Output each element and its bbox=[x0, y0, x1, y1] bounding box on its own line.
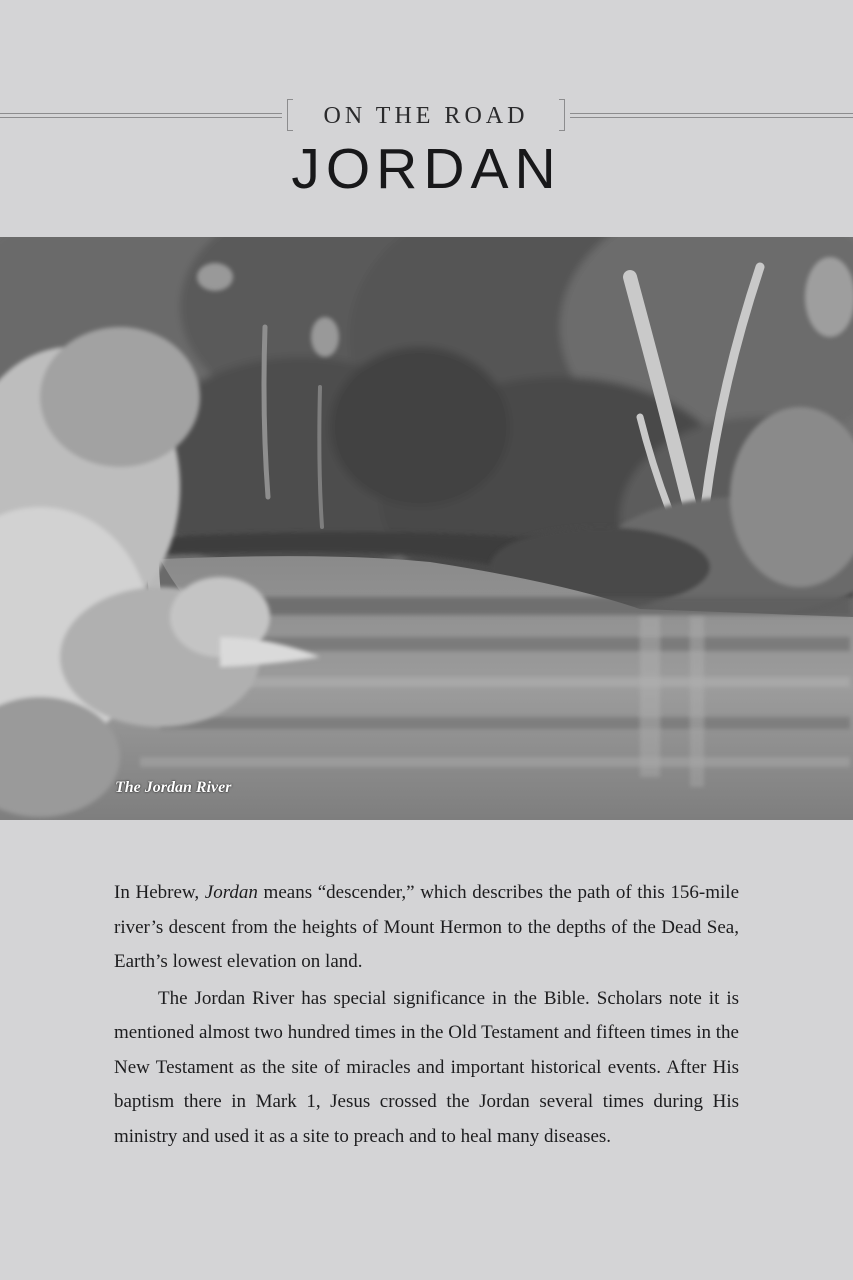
article-body bbox=[114, 876, 739, 1156]
paragraph-1-italic-term: Jordan bbox=[204, 882, 258, 903]
jordan-river-photo bbox=[0, 237, 853, 820]
header-rule-right bbox=[570, 113, 853, 118]
header-rule-left bbox=[0, 113, 282, 118]
paragraph-2: The Jordan River has special significance in the Bible. Scholars note it is mentioned almost two hundred times in the Old Testament and fifteen times in the New Testament as the site of miracles and important historical events. After His baptism there in Mark 1, Jesus crossed the Jordan several times during His ministry and used it as a site to preach and to heal many diseases. bbox=[114, 987, 739, 1147]
paragraph-1-start: In Hebrew, bbox=[114, 882, 205, 903]
page-header bbox=[0, 0, 853, 237]
paragraph-1 bbox=[114, 876, 739, 980]
photo-caption: The Jordan River bbox=[115, 779, 232, 796]
page-title: JORDAN bbox=[291, 137, 562, 201]
section-kicker: ON THE ROAD bbox=[323, 103, 529, 129]
paragraph-1-rest: means “descender,” which describes the path of this 156-mile river’s descent from the heights of Mount Hermon to the depths of the Dead Sea, Earth’s lowest elevation on land. bbox=[114, 882, 739, 972]
header-bracket-right bbox=[559, 99, 565, 131]
river-illustration bbox=[0, 237, 853, 820]
